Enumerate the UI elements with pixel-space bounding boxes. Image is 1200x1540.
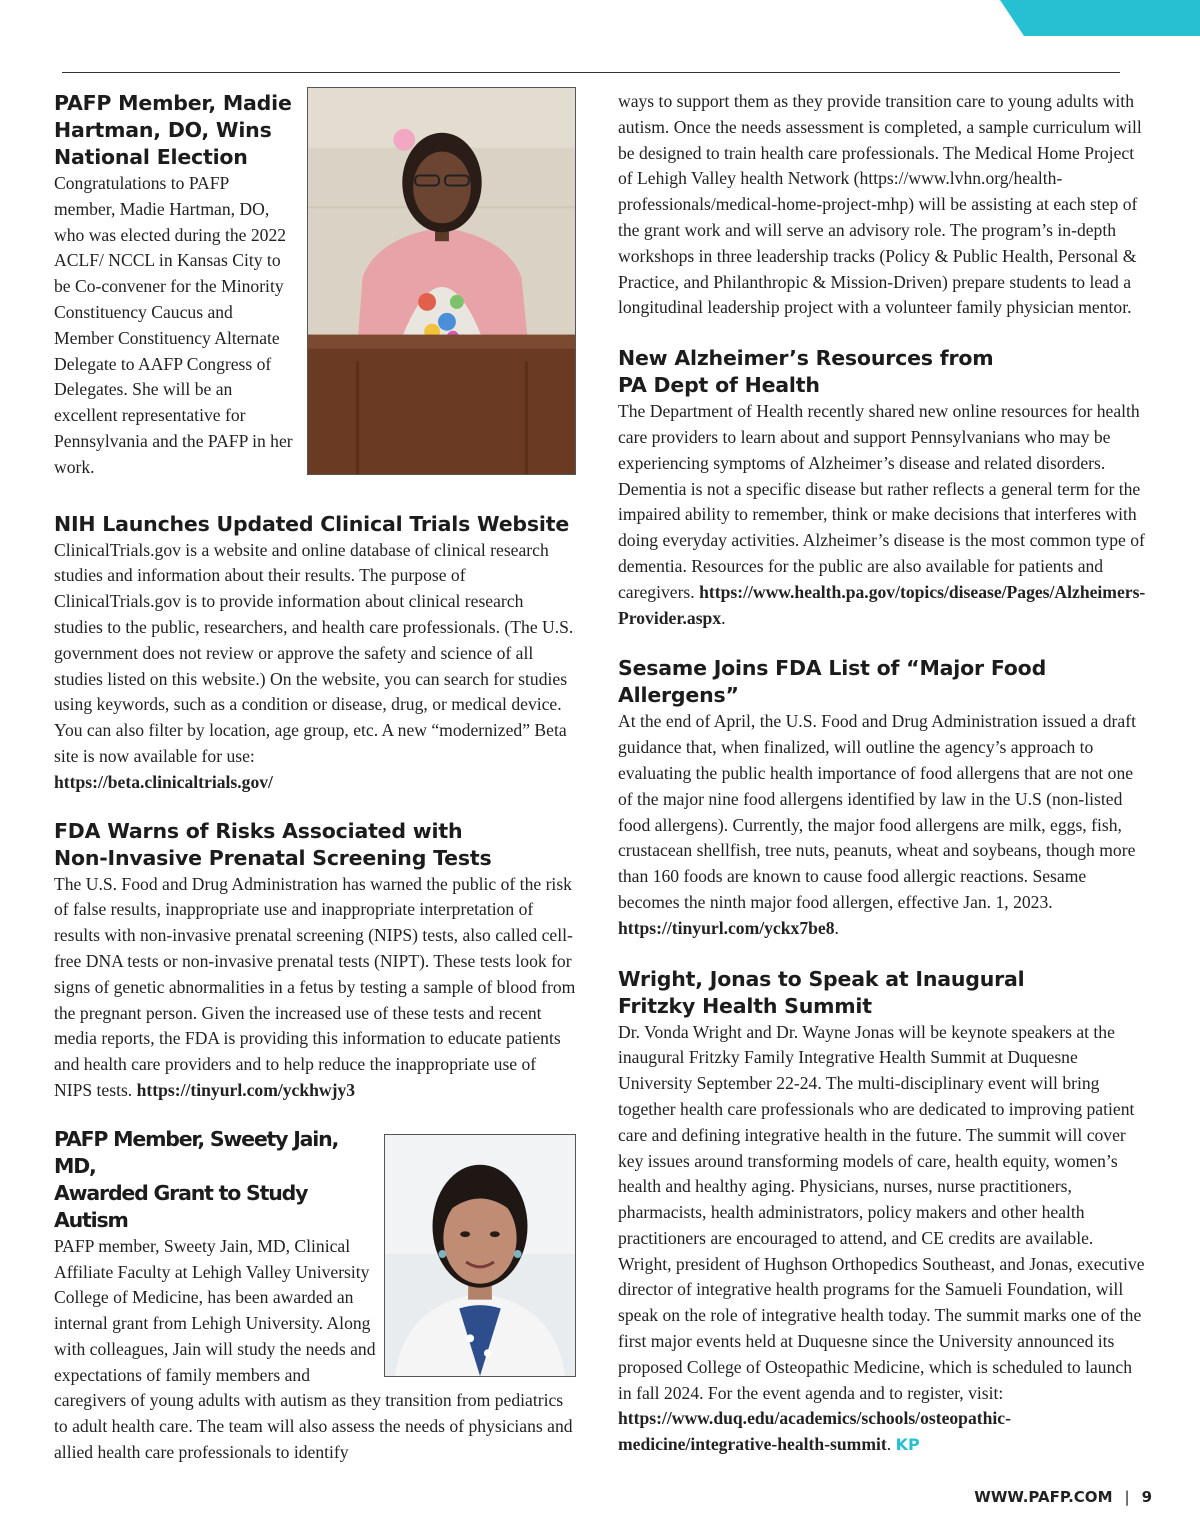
article-fda-nips	[54, 818, 576, 1104]
right-column	[618, 89, 1150, 1458]
hartman-photo	[307, 87, 576, 475]
article-nih	[54, 503, 576, 796]
article-body: ClinicalTrials.gov is a website and online database of clinical research studies and information about their results. The purpose of ClinicalTrials.gov is to provide information about clinical research studies to the public, researchers, and health care professionals. (The U.S. government does not review or approve the safety and science of all studies listed on this website.) On the website, you can search for studies using keywords, such as a condition or disease, drug, or medical device. You can also filter by location, age group, etc. A new “modernized” Beta site is now available for use: https://beta.clinicaltrials.gov/	[54, 539, 574, 792]
article-jain	[54, 1126, 576, 1466]
page-number: 9	[1141, 1488, 1152, 1506]
article-body: The U.S. Food and Drug Administration has warned the public of the risk of false results, inappropriate use and inappropriate interpretation of results with non-invasive prenatal screening (NIPS) tests, also called cell-free DNA tests or non-invasive prenatal tests (NIPT). These tests look for signs of genetic abnormalities in a fetus by testing a sample of blood from the pregnant person. Given the increased use of these tests and recent media reports, the FDA is providing this information to educate patients and health care providers and to help reduce the inappropriate use of NIPS tests. https://tinyurl.com/yckhwjy3	[54, 873, 576, 1100]
article-title: FDA Warns of Risks Associated with Non-Invasive Prenatal Screening Tests	[54, 818, 492, 870]
article-hartman	[54, 90, 576, 481]
jain-photo	[384, 1134, 576, 1377]
article-title: PAFP Member, Sweety Jain, MD, Awarded Grant to Study Autism	[54, 1126, 339, 1232]
summit-link[interactable]: https://www.duq.edu/academics/schools/osteopathic-medicine/integrative-health-summit	[618, 1408, 1011, 1455]
page-footer	[974, 1488, 1152, 1506]
article-title: Sesame Joins FDA List of “Major Food Allergens”	[618, 656, 1047, 708]
footer-separator: |	[1124, 1488, 1130, 1506]
article-sesame	[618, 655, 1150, 941]
article-body: Congratulations to PAFP member, Madie Hartman, DO, who was elected during the 2022 ACLF/ NCCL in Kansas City to be Co-convener for the Minority Constituency Caucus and Member Constituency Alternate Delegate to AAFP Congress of Delegates. She will be an excellent representative for Pennsylvania and the PAFP in her work.	[54, 173, 293, 477]
nips-link[interactable]: https://tinyurl.com/yckhwjy3	[136, 1079, 356, 1100]
article-body: Dr. Vonda Wright and Dr. Wayne Jonas will be keynote speakers at the inaugural Fritzky Family Integrative Health Summit at Duquesne University September 22-24. The multi-disciplinary event will bring together health care professionals who are dedicated to improving patient care and defining integrative health in the future. The summit will cover key issues around transforming models of care, health equity, women’s health and healthy aging. Physicians, nurses, nurse practitioners, pharmacists, health administrators, policy makers and other health practitioners are encouraged to attend, and CE credits are available. Wright, president of Hughson Orthopedics Southeast, and Jonas, executive director of integrative health programs for the Samueli Foundation, will speak on the role of integrative health today. The summit marks one of the first major events held at Duquesne since the University announced its proposed College of Osteopathic Medicine, which is scheduled to launch in fall 2024. For the event agenda and to register, visit: https://www.duq.edu/academics/schools/osteopathic-medicine/integrative-health-summit. KP	[618, 1021, 1145, 1455]
article-title: PAFP Member, Madie Hartman, DO, Wins National Election	[54, 91, 292, 169]
alzheimers-link[interactable]: https://www.health.pa.gov/topics/disease/Pages/Alzheimers-Provider.aspx	[618, 581, 1146, 628]
article-title: New Alzheimer’s Resources from PA Dept of Health	[618, 346, 994, 398]
kp-signature: KP	[895, 1435, 920, 1455]
article-body: The Department of Health recently shared new online resources for health care providers to learn about and support Pennsylvanians who may be experiencing symptoms of Alzheimer’s disease and related disorders. Dementia is not a specific disease but rather reflects a general term for the impaired ability to remember, think or make decisions that interferes with doing everyday activities. Alzheimer’s disease is the most common type of dementia. Resources for the public are also available for patients and caregivers. https://www.health.pa.gov/topics/disease/Pages/Alzheimers-Provider.aspx.	[618, 401, 1146, 628]
left-column	[54, 90, 576, 1466]
corner-accent-tab	[1000, 0, 1200, 36]
article-summit	[618, 966, 1150, 1459]
article-title: NIH Launches Updated Clinical Trials Website	[54, 511, 570, 536]
article-alzheimers	[618, 345, 1150, 631]
sesame-link[interactable]: https://tinyurl.com/yckx7be8	[618, 917, 835, 938]
article-body: PAFP member, Sweety Jain, MD, Clinical Affiliate Faculty at Lehigh Valley University College of Medicine, has been awarded an internal grant from Lehigh University. Along with colleagues, Jain will study the needs and expectations of family members and caregivers of young adults with autism as they transition from pediatrics to adult health care. The team will also assess the needs of physicians and allied health care professionals to identify	[54, 1235, 573, 1463]
footer-site: WWW.PAFP.COM	[974, 1488, 1113, 1506]
article-body: At the end of April, the U.S. Food and Drug Administration issued a draft guidance that, when finalized, will outline the agency’s approach to evaluating the public health importance of food allergens that are not one of the major nine food allergens identified by law in the U.S (non-listed food allergens). Currently, the major food allergens are milk, eggs, fish, crustacean shellfish, tree nuts, peanuts, wheat and soybeans, though more than 160 foods are known to cause food allergic reactions. Sesame becomes the ninth major food allergen, effective Jan. 1, 2023. https://tinyurl.com/yckx7be8.	[618, 711, 1136, 938]
top-divider	[62, 72, 1120, 73]
article-continued-body: ways to support them as they provide transition care to young adults with autism. Once the needs assessment is completed, a sample curriculum will be designed to train health care professionals. The Medical Home Project of Lehigh Valley health Network (https://www.lvhn.org/health-professionals/medical-home-project-mhp) will be assisting at each step of the grant work and will serve an advisory role. The program’s in-depth workshops in three leadership tracks (Policy & Public Health, Personal & Practice, and Philanthropic & Mission-Driven) prepare students to lead a longitudinal leadership project with a volunteer family physician mentor.	[618, 91, 1142, 318]
article-title: Wright, Jonas to Speak at Inaugural Fritzky Health Summit	[618, 966, 1025, 1018]
clinicaltrials-link[interactable]: https://beta.clinicaltrials.gov/	[54, 771, 273, 792]
